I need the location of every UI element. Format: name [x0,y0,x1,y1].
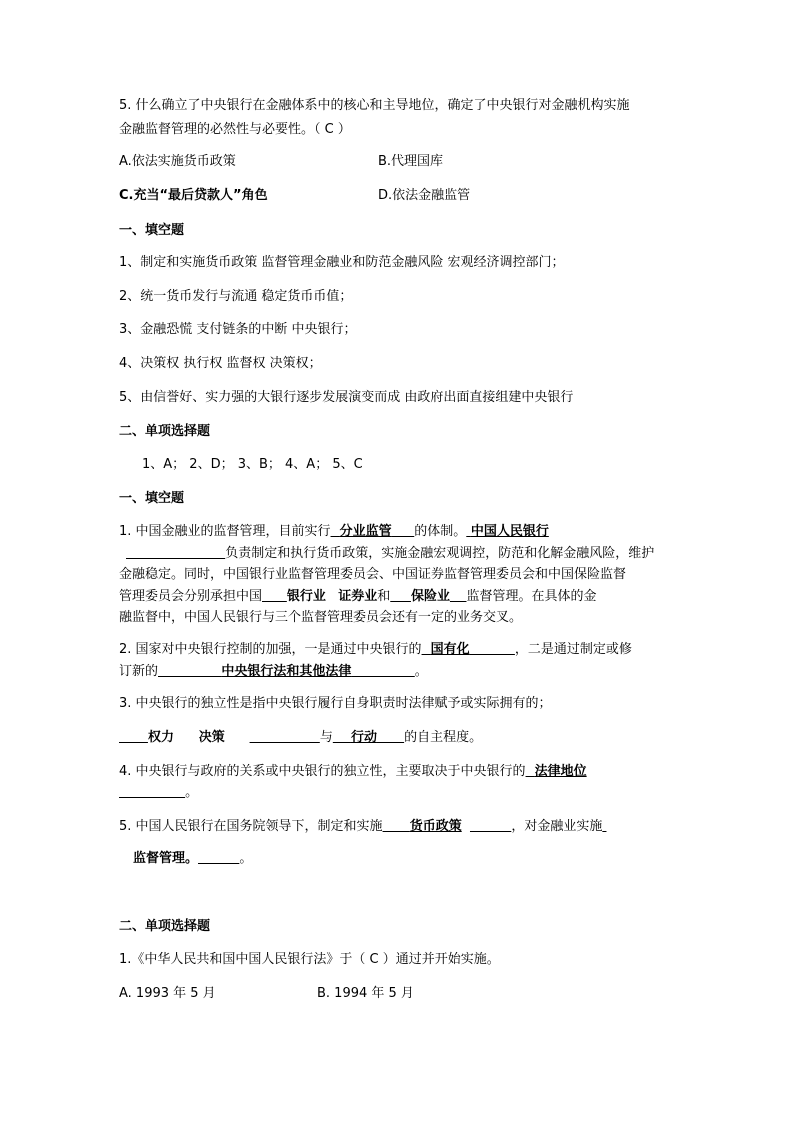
p4-text: 4. 中央银行与政府的关系或中央银行的独立性，主要取决于中央银行的 [119,764,526,779]
blank-line [262,589,287,604]
p5-text: ，对金融业实施 [511,819,603,834]
p3-text: 的自主程度。 [404,730,483,745]
mc-question-1: 1.《中华人民共和国中国人民银行法》于（ C ）通过并开始实施。 [119,952,500,967]
blank-line [602,819,606,834]
blank-line [250,730,320,745]
blank-line [450,589,467,604]
p3-text: 与 [319,730,333,745]
fill-answer-4: 4、决策权 执行权 监督权 决策权； [119,356,322,371]
fill-answer-2: 2、统一货币发行与流通 稳定货币币值； [119,289,353,304]
mc-question-1-option-a: A. 1993 年 5 月 [119,986,216,1001]
blank-answer-text: 决策 [198,730,225,745]
blank-answer-text: 权力 [147,730,174,745]
blank-answer-text: 法律地位 [534,764,587,779]
paragraph-3-line-2 [119,729,482,747]
section-heading-fill-blank: 一、填空题 [119,223,185,238]
blank-answer-text: 银行业 [286,589,326,604]
blank-line [119,785,185,800]
fill-answer-3: 3、金融恐慌 支付链条的中断 中央银行； [119,322,357,337]
p1-text: 和 [377,589,391,604]
paragraph-2-line-1 [119,641,632,659]
paragraph-4-line-1 [119,763,587,781]
p2-text: ，二是通过制定或修 [514,642,632,657]
blank-answer-text: 中央银行法和其他法律 [221,664,352,679]
fill-answer-5: 5、由信誉好、实力强的大银行逐步发展演变而成 由政府出面直接组建中央银行 [119,390,574,405]
paragraph-1-line-3: 金融稳定。同时，中国银行业监督管理委员会、中国证券监督管理委员会和中国保险监督 [119,567,627,582]
blank-fenye-jianguan [331,524,415,539]
p1-text: 的体制。 [414,524,467,539]
paragraph-1-line-1 [119,523,549,541]
blank-renmin-yinhang [466,524,549,539]
blank-huobi-zhengce [383,819,462,834]
blank-answer-text: 货币政策 [409,819,462,834]
question-5-line-2: 金融监督管理的必然性与必要性。（ C ） [119,122,351,137]
p5-text: 5. 中国人民银行在国务院领导下，制定和实施 [119,819,383,834]
paragraph-3-line-1: 3. 中央银行的独立性是指中央银行履行自身职责时法律赋予或实际拥有的； [119,696,552,711]
section-heading-fill-blank-2: 一、填空题 [119,491,185,506]
blank-answer-text: 监督管理。 [133,851,199,866]
p5-text: 。 [239,851,253,866]
choice-answer-key: 1、A； 2、D； 3、B； 4、A； 5、C [142,457,363,472]
mc-question-1-option-b: B. 1994 年 5 月 [317,986,414,1001]
blank-answer-text: 证券业 [338,589,378,604]
p4-text: 。 [185,785,199,800]
paragraph-1-line-5: 融监督中，中国人民银行与三个监督管理委员会还有一定的业务交叉。 [119,610,523,625]
blank-line [126,546,225,561]
blank-answer-text: 分业监管 [339,524,392,539]
blank-xingdong [333,730,404,745]
question-5-option-b: B.代理国库 [378,154,444,169]
blank-line [390,589,411,604]
p2-text: 订新的 [119,664,159,679]
question-5-option-c: C.充当“最后贷款人”角色 [119,188,268,203]
blank-answer-text: 行动 [350,730,377,745]
p2-text: 。 [414,664,428,679]
blank-line [119,730,148,745]
p1-text: 1. 中国金融业的监督管理，目前实行 [119,524,331,539]
paragraph-4-line-2 [119,784,198,802]
blank-line [198,851,239,866]
blank-answer-text: 中国人民银行 [470,524,549,539]
blank-answer-text: 保险业 [410,589,450,604]
paragraph-1-line-2 [126,545,654,563]
p1-text: 负责制定和执行货币政策，实施金融宏观调控，防范和化解金融风险，维护 [225,546,655,561]
blank-answer-text: 国有化 [430,642,470,657]
fill-answer-1: 1、制定和实施货币政策 监督管理金融业和防范金融风险 宏观经济调控部门； [119,255,565,270]
question-5-option-d: D.依法金融监管 [378,188,471,203]
blank-guoyouhua [422,642,515,657]
section-heading-single-choice-2: 二、单项选择题 [119,919,211,934]
paragraph-5-line-1 [119,818,606,836]
p2-text: 2. 国家对中央银行控制的加强，一是通过中央银行的 [119,642,422,657]
blank-falv-diwei [526,764,587,779]
question-5-option-a: A.依法实施货币政策 [119,154,236,169]
p1-text: 监督管理。在具体的金 [466,589,597,604]
paragraph-1-line-4 [119,588,597,606]
question-5-line-1: 5. 什么确立了中央银行在金融体系中的核心和主导地位，确定了中央银行对金融机构实施 [119,98,630,113]
paragraph-5-line-2 [133,850,252,868]
blank-zhongyang-yinhang-fa [158,664,415,679]
blank-line [470,819,511,834]
p1-text: 管理委员会分别承担中国 [119,589,263,604]
paragraph-2-line-2 [119,663,428,681]
section-heading-single-choice: 二、单项选择题 [119,424,211,439]
